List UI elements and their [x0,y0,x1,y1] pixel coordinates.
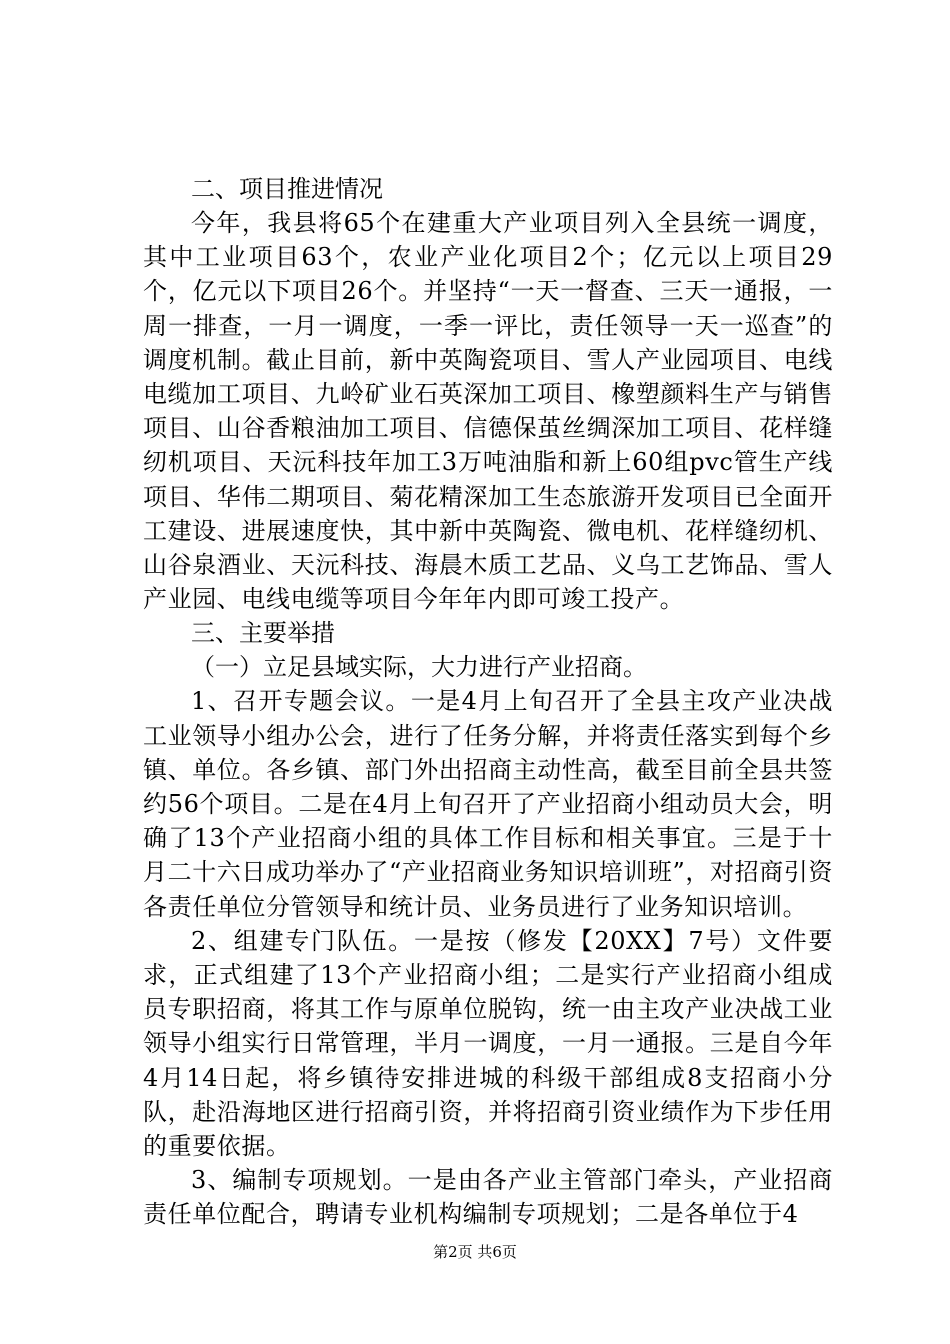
section-heading-main-measures: 三、主要举措 [191,619,335,648]
paragraph-project-progress: 今年，我县将65个在建重大产业项目列入全县统一调度，其中工业项目63个，农业产业化项目2个；亿元以上项目29个，亿元以下项目26个。并坚持“一天一督查、三天一通报，一周一排查，一月一调度，一季一评比，责任领导一天一巡查”的调度机制。截止目前，新中英陶瓷项目、雪人产业园项目、电线电缆加工项目、九岭矿业石英深加工项目、橡塑颜料生产与销售项目、山谷香粮油加工项目、信德保茧丝绸深加工项目、花样缝纫机项目、天沅科技年加工3万吨油脂和新上60组pvc管生产线项目、华伟二期项目、菊花精深加工生态旅游开发项目已全面开工建设、进展速度快，其中新中英陶瓷、微电机、花样缝纫机、山谷泉酒业、天沅科技、海晨木质工艺品、义乌工艺饰品、雪人产业园、电线电缆等项目今年年内即可竣工投产。 [143,209,833,614]
page-number-footer: 第2页 共6页 [433,1243,517,1261]
subsection-heading-industry-investment: （一）立足县域实际，大力进行产业招商。 [191,653,647,682]
document-body [143,172,833,1232]
paragraph-special-meetings: 1、召开专题会议。一是4月上旬召开了全县主攻产业决战工业领导小组办公会，进行了任务分解，并将责任落实到每个乡镇、单位。各乡镇、部门外出招商主动性高，截至目前全县共签约56个项目。二是在4月上旬召开了产业招商小组动员大会，明确了13个产业招商小组的具体工作目标和相关事宜。三是于十月二十六日成功举办了“产业招商业务知识培训班”，对招商引资各责任单位分管领导和统计员、业务员进行了业务知识培训。 [143,687,833,921]
paragraph-dedicated-team: 2、组建专门队伍。一是按（修发【20XX】7号）文件要求，正式组建了13个产业招商小组；二是实行产业招商小组成员专职招商，将其工作与原单位脱钩，统一由主攻产业决战工业领导小组实行日常管理，半月一调度，一月一通报。三是自今年4月14日起，将乡镇待安排进城的科级干部组成8支招商小分队，赴沿海地区进行招商引资，并将招商引资业绩作为下步任用的重要依据。 [143,926,833,1161]
section-heading-project-progress: 二、项目推进情况 [191,175,383,203]
paragraph-special-planning: 3、编制专项规划。一是由各产业主管部门牵头，产业招商责任单位配合，聘请专业机构编制专项规划；二是各单位于4 [143,1166,833,1229]
